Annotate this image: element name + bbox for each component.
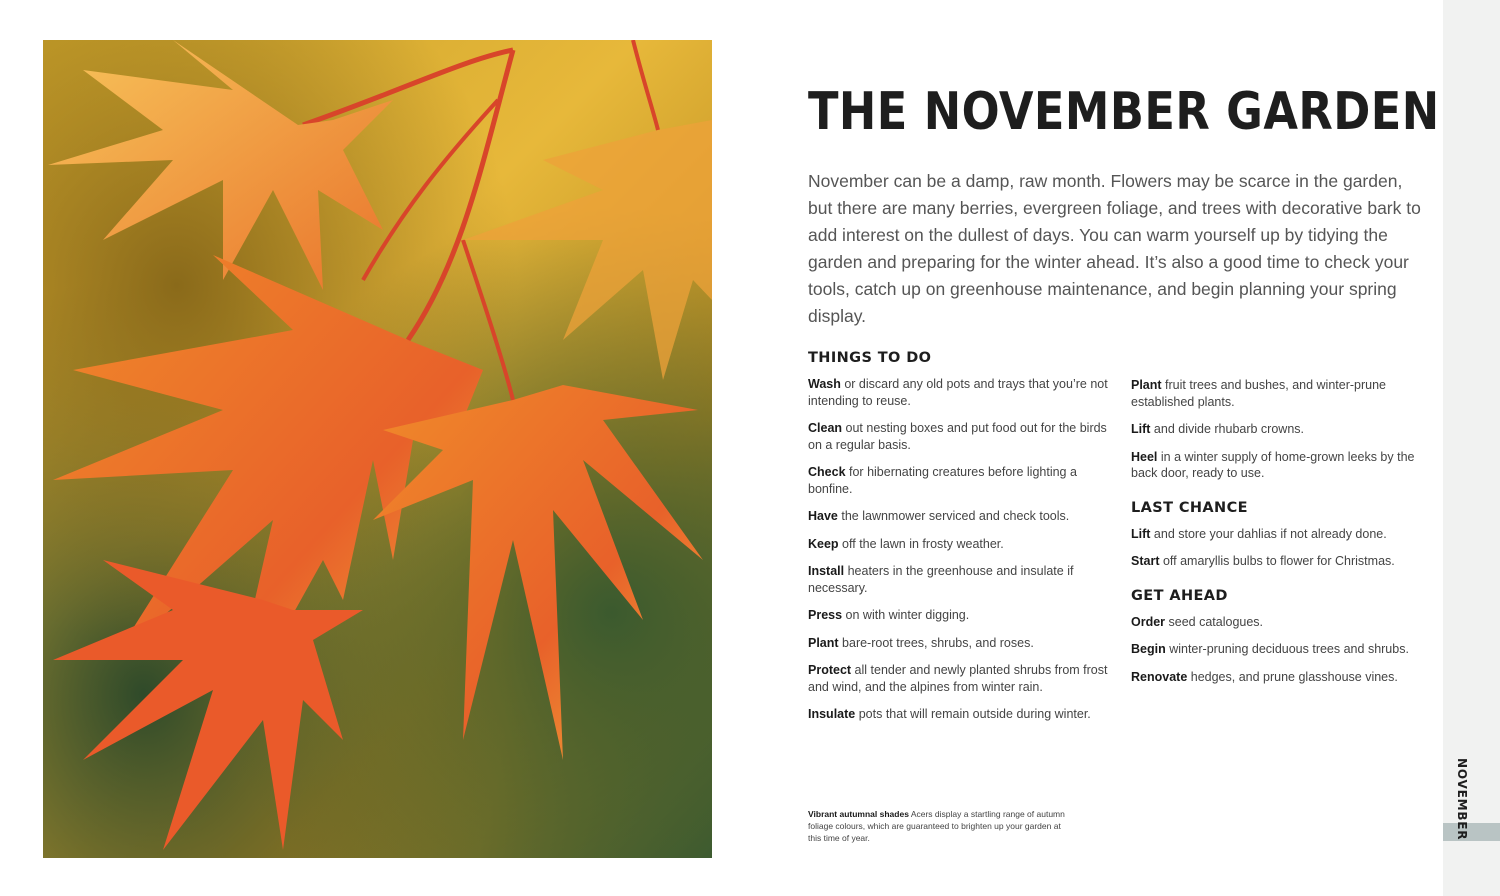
page-title: THE NOVEMBER GARDEN xyxy=(808,82,1440,142)
task-verb: Keep xyxy=(808,536,839,551)
task-verb: Plant xyxy=(808,635,839,650)
task-verb: Heel xyxy=(1131,449,1158,464)
task-text: in a winter supply of home-grown leeks by the back door, ready to use. xyxy=(1131,449,1415,480)
task-item xyxy=(808,607,1108,624)
maple-leaf-shape xyxy=(48,40,393,290)
task-text: heaters in the greenhouse and insulate if necessary. xyxy=(808,564,1074,595)
task-verb: Begin xyxy=(1131,642,1166,656)
task-text: on with winter digging. xyxy=(842,608,970,622)
task-text: fruit trees and bushes, and winter-prune established plants. xyxy=(1131,378,1386,409)
task-item xyxy=(808,635,1108,652)
intro-paragraph: November can be a damp, raw month. Flowers may be scarce in the garden, but there are many berries, evergreen foliage, and trees with decorative bark to add interest on the dullest of days. You can warm yourself up by tidying the garden and preparing for the winter ahead. It’s also a good time to check your tools, catch up on greenhouse maintenance, and begin planning your spring display. xyxy=(808,171,1421,326)
task-verb: Wash xyxy=(808,377,841,391)
task-item xyxy=(1131,449,1431,482)
task-item xyxy=(808,420,1108,453)
task-verb: Lift xyxy=(1131,526,1151,541)
task-item xyxy=(1131,641,1431,658)
task-text: out nesting boxes and put food out for the birds on a regular basis. xyxy=(808,421,1107,452)
task-text: all tender and newly planted shrubs from frost and wind, and the alpines from winter rain. xyxy=(808,663,1108,694)
task-verb: Renovate xyxy=(1131,669,1188,684)
caption-text: Acers display a startling range of autumn foliage colours, which are guaranteed to brighten up your garden at this time of year. xyxy=(808,809,1065,843)
task-verb: Lift xyxy=(1131,422,1151,436)
acer-leaves-image xyxy=(43,40,712,858)
task-item xyxy=(808,464,1108,497)
things-to-do-column-right xyxy=(1131,377,1431,696)
task-verb: Clean xyxy=(808,421,843,435)
task-text: or discard any old pots and trays that you’re not intending to reuse. xyxy=(808,377,1108,408)
things-to-do-column-left xyxy=(808,350,1108,734)
task-item xyxy=(808,376,1108,409)
task-item xyxy=(808,508,1108,525)
task-verb: Press xyxy=(808,608,843,622)
task-item xyxy=(1131,526,1431,543)
task-item xyxy=(808,706,1108,723)
task-text: seed catalogues. xyxy=(1165,614,1264,629)
task-verb: Start xyxy=(1131,554,1160,568)
task-text: off amaryllis bulbs to flower for Christmas. xyxy=(1159,554,1395,568)
task-text: and divide rhubarb crowns. xyxy=(1150,422,1304,436)
task-text: pots that will remain outside during winter. xyxy=(855,707,1091,721)
task-text: and store your dahlias if not already done. xyxy=(1150,526,1387,541)
task-item xyxy=(808,536,1108,553)
task-verb: Insulate xyxy=(808,707,856,721)
task-item xyxy=(1131,614,1431,631)
task-item xyxy=(808,563,1108,596)
task-verb: Install xyxy=(808,564,845,578)
task-verb: Plant xyxy=(1131,378,1162,392)
task-item xyxy=(808,662,1108,695)
caption-title: Vibrant autumnal shades xyxy=(808,809,909,819)
task-text: off the lawn in frosty weather. xyxy=(838,536,1004,551)
last-chance-heading: LAST CHANCE xyxy=(1131,499,1248,516)
task-item xyxy=(1131,669,1431,686)
month-tab-label xyxy=(1452,758,1472,798)
get-ahead-heading: GET AHEAD xyxy=(1131,587,1228,604)
task-text: winter-pruning deciduous trees and shrubs. xyxy=(1165,642,1409,656)
task-text: hedges, and prune glasshouse vines. xyxy=(1187,669,1398,684)
task-verb: Have xyxy=(808,509,838,523)
task-text: the lawnmower serviced and check tools. xyxy=(837,509,1070,523)
maple-leaf-shape xyxy=(463,120,712,380)
things-to-do-heading: THINGS TO DO xyxy=(808,350,932,366)
task-verb: Check xyxy=(808,465,846,479)
task-item xyxy=(1131,553,1431,570)
maple-leaf-shape xyxy=(373,385,703,760)
task-item xyxy=(1131,377,1431,410)
maple-leaf-shape xyxy=(53,560,363,850)
month-tab-accent xyxy=(1443,823,1500,841)
task-item xyxy=(1131,421,1431,438)
task-text: for hibernating creatures before lighting a bonfine. xyxy=(808,465,1077,496)
task-verb: Order xyxy=(1131,614,1166,629)
task-text: bare-root trees, shrubs, and roses. xyxy=(838,635,1034,650)
acer-leaves-illustration xyxy=(43,40,712,858)
photo-caption xyxy=(808,808,1068,844)
task-verb: Protect xyxy=(808,663,852,677)
